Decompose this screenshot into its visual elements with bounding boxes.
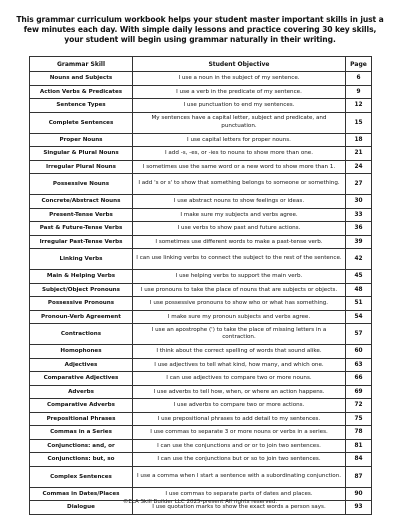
student-objective-text: I use prepositional phrases to add detail to my sentences. xyxy=(157,415,321,422)
page-number-cell: 15 xyxy=(346,112,372,133)
page-number-cell: 54 xyxy=(346,310,372,324)
grammar-skill-cell: Nouns and Subjects xyxy=(30,72,133,86)
student-objective-text: I add 's or s' to show that something belongs to someone or something. xyxy=(138,180,340,187)
grammar-skill-cell: Possessive Pronouns xyxy=(30,297,133,311)
page-number-cell: 30 xyxy=(346,195,372,209)
page-number-cell: 69 xyxy=(346,385,372,399)
student-objective-cell xyxy=(133,85,346,99)
grammar-skill-cell: Main & Helping Verbs xyxy=(30,270,133,284)
table-row xyxy=(30,358,372,372)
table-row xyxy=(30,426,372,440)
page-number-cell: 90 xyxy=(346,487,372,501)
page-number-cell: 66 xyxy=(346,372,372,386)
student-objective-cell xyxy=(133,270,346,284)
student-objective-text: I think about the correct spelling of words that sound alike. xyxy=(156,348,322,355)
page-number-cell: 87 xyxy=(346,466,372,487)
grammar-skill-cell: Commas in Dates/Places xyxy=(30,487,133,501)
page-number-cell: 27 xyxy=(346,174,372,195)
student-objective-text: I can use the conjunctions and or or to join two sentences. xyxy=(157,442,321,449)
student-objective-cell xyxy=(133,72,346,86)
student-objective-cell xyxy=(133,133,346,147)
student-objective-text: I use possessive pronouns to show who or what has something. xyxy=(149,300,329,307)
grammar-skill-cell: Commas in a Series xyxy=(30,426,133,440)
grammar-skill-cell: Past & Future-Tense Verbs xyxy=(30,222,133,236)
student-objective-cell xyxy=(133,324,346,345)
page-number-cell: 39 xyxy=(346,235,372,249)
page-number-cell: 63 xyxy=(346,358,372,372)
page-number-cell: 33 xyxy=(346,208,372,222)
student-objective-text: I use adverbs to tell how, when, or where an action happens. xyxy=(153,388,325,395)
student-objective-cell xyxy=(133,160,346,174)
grammar-skill-cell: Irregular Plural Nouns xyxy=(30,160,133,174)
student-objective-cell xyxy=(133,399,346,413)
page-number-cell: 72 xyxy=(346,399,372,413)
table-row xyxy=(30,297,372,311)
student-objective-cell xyxy=(133,147,346,161)
student-objective-text: I use commas to separate parts of dates and places. xyxy=(165,490,313,497)
grammar-skill-cell: Conjunctions: and, or xyxy=(30,439,133,453)
grammar-skill-cell: Concrete/Abstract Nouns xyxy=(30,195,133,209)
page-number-cell: 18 xyxy=(346,133,372,147)
grammar-skill-cell: Complex Sentences xyxy=(30,466,133,487)
page-number-cell: 78 xyxy=(346,426,372,440)
grammar-skill-cell: Complete Sentences xyxy=(30,112,133,133)
student-objective-cell xyxy=(133,412,346,426)
page-number-cell: 6 xyxy=(346,72,372,86)
student-objective-cell xyxy=(133,385,346,399)
student-objective-cell xyxy=(133,310,346,324)
grammar-skill-cell: Linking Verbs xyxy=(30,249,133,270)
grammar-skill-cell: Sentence Types xyxy=(30,99,133,113)
student-objective-cell xyxy=(133,283,346,297)
student-objective-cell xyxy=(133,297,346,311)
page-number-cell: 48 xyxy=(346,283,372,297)
table-header-row xyxy=(30,57,372,72)
page-number-cell: 9 xyxy=(346,85,372,99)
student-objective-cell xyxy=(133,99,346,113)
grammar-skill-cell: Adjectives xyxy=(30,358,133,372)
grammar-skill-cell: Comparative Adverbs xyxy=(30,399,133,413)
student-objective-text: I use commas to separate 3 or more nouns or verbs in a series. xyxy=(150,429,328,436)
table-row xyxy=(30,147,372,161)
page-number-cell: 21 xyxy=(346,147,372,161)
page-number-cell: 93 xyxy=(346,501,372,515)
table-row xyxy=(30,195,372,209)
student-objective-text: My sentences have a capital letter, subject and predicate, and punctuation. xyxy=(151,115,327,129)
table-row xyxy=(30,85,372,99)
student-objective-cell xyxy=(133,195,346,209)
student-objective-cell xyxy=(133,453,346,467)
student-objective-text: I make sure my subjects and verbs agree. xyxy=(180,211,298,218)
page-number-cell: 60 xyxy=(346,345,372,359)
student-objective-text: I use verbs to show past and future actions. xyxy=(177,225,301,232)
student-objective-text: I sometimes use the same word or a new word to show more than 1. xyxy=(142,163,336,170)
student-objective-text: I use a comma when I start a sentence with a subordinating conjunction. xyxy=(136,472,342,479)
table-row xyxy=(30,208,372,222)
grammar-skill-cell: Pronoun-Verb Agreement xyxy=(30,310,133,324)
grammar-skill-cell: Subject/Object Pronouns xyxy=(30,283,133,297)
table-row xyxy=(30,412,372,426)
table-row xyxy=(30,99,372,113)
grammar-skill-cell: Dialogue xyxy=(30,501,133,515)
grammar-skill-cell: Prepositional Phrases xyxy=(30,412,133,426)
page-number-cell: 57 xyxy=(346,324,372,345)
table-row xyxy=(30,133,372,147)
student-objective-text: I can use adjectives to compare two or more nouns. xyxy=(166,375,312,382)
student-objective-text: I use quotation marks to show the exact words a person says. xyxy=(152,504,326,511)
student-objective-text: I use a verb in the predicate of my sentence. xyxy=(176,88,302,95)
student-objective-cell xyxy=(133,358,346,372)
student-objective-cell xyxy=(133,372,346,386)
student-objective-text: I add -s, -es, or -ies to nouns to show more than one. xyxy=(164,150,314,157)
student-objective-cell xyxy=(133,222,346,236)
table-row xyxy=(30,160,372,174)
page-number-cell: 36 xyxy=(346,222,372,236)
student-objective-cell xyxy=(133,235,346,249)
table-row xyxy=(30,174,372,195)
grammar-skill-cell: Adverbs xyxy=(30,385,133,399)
grammar-skill-cell: Comparative Adjectives xyxy=(30,372,133,386)
student-objective-text: I use abstract nouns to show feelings or ideas. xyxy=(173,198,305,205)
table-row xyxy=(30,270,372,284)
intro-paragraph: This grammar curriculum workbook helps your student master important skills in just a few minutes each day. With simple daily lessons and practice covering 30 key skills, your student will begin using grammar naturally in their writing. xyxy=(16,15,384,44)
table-row xyxy=(30,345,372,359)
page-number-cell: 45 xyxy=(346,270,372,284)
header-grammar-skill: Grammar Skill xyxy=(30,57,133,72)
student-objective-text: I make sure my pronoun subjects and verbs agree. xyxy=(167,313,311,320)
table-row xyxy=(30,466,372,487)
grammar-skill-cell: Homophones xyxy=(30,345,133,359)
table-row xyxy=(30,222,372,236)
student-objective-cell xyxy=(133,112,346,133)
table-row xyxy=(30,72,372,86)
table-row xyxy=(30,372,372,386)
table-body xyxy=(30,72,372,515)
grammar-skill-cell: Conjunctions: but, so xyxy=(30,453,133,467)
grammar-skill-cell: Proper Nouns xyxy=(30,133,133,147)
student-objective-text: I use pronouns to take the place of nouns that are subjects or objects. xyxy=(140,286,338,293)
table-row xyxy=(30,324,372,345)
table-row xyxy=(30,112,372,133)
student-objective-text: I use helping verbs to support the main verb. xyxy=(175,273,303,280)
grammar-skill-cell: Singular & Plural Nouns xyxy=(30,147,133,161)
student-objective-text: I use capital letters for proper nouns. xyxy=(187,136,291,143)
grammar-skill-cell: Possessive Nouns xyxy=(30,174,133,195)
header-page: Page xyxy=(346,57,372,72)
page-number-cell: 51 xyxy=(346,297,372,311)
grammar-skill-cell: Irregular Past-Tense Verbs xyxy=(30,235,133,249)
student-objective-cell xyxy=(133,249,346,270)
header-student-objective: Student Objective xyxy=(133,57,346,72)
student-objective-cell xyxy=(133,426,346,440)
page-number-cell: 24 xyxy=(346,160,372,174)
table-row xyxy=(30,310,372,324)
page-number-cell: 75 xyxy=(346,412,372,426)
page-number-cell: 42 xyxy=(346,249,372,270)
student-objective-cell xyxy=(133,208,346,222)
page-number-cell: 81 xyxy=(346,439,372,453)
student-objective-text: I use adjectives to tell what kind, how many, and which one. xyxy=(154,361,324,368)
grammar-skill-cell: Contractions xyxy=(30,324,133,345)
table-row xyxy=(30,249,372,270)
student-objective-text: I use a noun in the subject of my sentence. xyxy=(178,75,300,82)
workbook-page xyxy=(15,15,385,511)
table-row xyxy=(30,283,372,297)
student-objective-text: I use punctuation to end my sentences. xyxy=(183,102,295,109)
skills-table xyxy=(29,56,372,515)
student-objective-cell xyxy=(133,174,346,195)
page-number-cell: 84 xyxy=(346,453,372,467)
table-row xyxy=(30,399,372,413)
student-objective-cell xyxy=(133,345,346,359)
table-row xyxy=(30,453,372,467)
table-row xyxy=(30,385,372,399)
student-objective-cell xyxy=(133,466,346,487)
table-row xyxy=(30,235,372,249)
page-number-cell: 12 xyxy=(346,99,372,113)
copyright-footer: ©ELA Skill Builder LLC 2025-present All rights reserved. xyxy=(122,499,278,505)
student-objective-cell xyxy=(133,439,346,453)
grammar-skill-cell: Present-Tense Verbs xyxy=(30,208,133,222)
student-objective-text: I sometimes use different words to make a past-tense verb. xyxy=(155,238,323,245)
student-objective-text: I can use linking verbs to connect the subject to the rest of the sentence. xyxy=(136,255,342,262)
student-objective-text: I use an apostrophe (') to take the place of missing letters in a contraction. xyxy=(151,326,327,340)
table-row xyxy=(30,439,372,453)
student-objective-text: I can use the conjunctions but or so to join two sentences. xyxy=(157,456,321,463)
student-objective-text: I use adverbs to compare two or more actions. xyxy=(173,402,305,409)
grammar-skill-cell: Action Verbs & Predicates xyxy=(30,85,133,99)
